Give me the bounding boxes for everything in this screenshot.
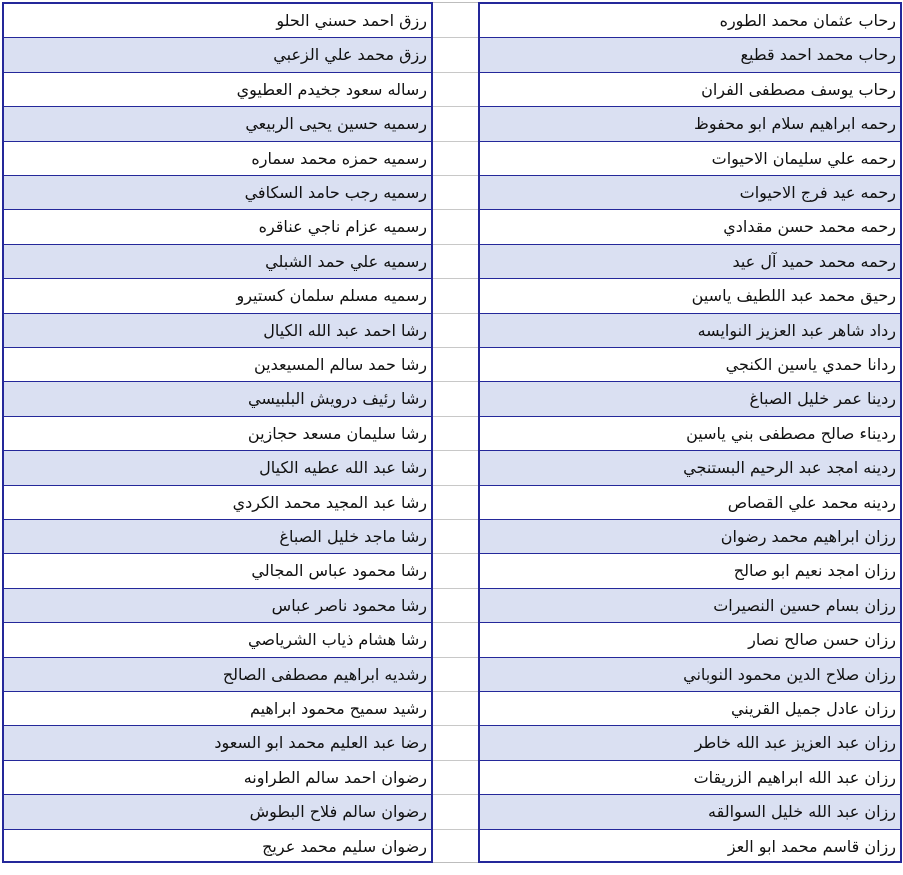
name-cell[interactable]: رحاب يوسف مصطفى الفران [480, 73, 900, 107]
gridline [433, 313, 478, 314]
name-cell[interactable]: رزان عبد العزيز عبد الله خاطر [480, 726, 900, 760]
name-cell[interactable]: رسميه علي حمد الشبلي [4, 245, 431, 279]
name-cell[interactable]: رحمه محمد حسن مقدادي [480, 210, 900, 244]
gridline [433, 691, 478, 692]
name-cell[interactable]: ردينه محمد علي القصاص [480, 486, 900, 520]
name-cell[interactable]: ردينا عمر خليل الصباغ [480, 382, 900, 416]
names-column-right [478, 2, 902, 863]
name-cell[interactable]: رحيق محمد عبد اللطيف ياسين [480, 279, 900, 313]
gridline [433, 725, 478, 726]
name-cell[interactable]: رداد شاهر عبد العزيز النوايسه [480, 314, 900, 348]
gridline [433, 622, 478, 623]
name-cell[interactable]: رشا ماجد خليل الصباغ [4, 520, 431, 554]
gridline [433, 37, 478, 38]
name-cell[interactable]: ردانا حمدي ياسين الكنجي [480, 348, 900, 382]
name-cell[interactable]: رزان صلاح الدين محمود النوباني [480, 658, 900, 692]
gridline [433, 485, 478, 486]
name-cell[interactable]: رديناء صالح مصطفى بني ياسين [480, 417, 900, 451]
name-cell[interactable]: رحمه محمد حميد آل عيد [480, 245, 900, 279]
name-cell[interactable]: رحمه ابراهيم سلام ابو محفوظ [480, 107, 900, 141]
name-cell[interactable]: رشا احمد عبد الله الكيال [4, 314, 431, 348]
gridline [433, 175, 478, 176]
gridline [433, 760, 478, 761]
name-cell[interactable]: رحمه علي سليمان الاحيوات [480, 142, 900, 176]
name-cell[interactable]: رشيد سميح محمود ابراهيم [4, 692, 431, 726]
name-cell[interactable]: رشا سليمان مسعد حجازين [4, 417, 431, 451]
gridline [433, 72, 478, 73]
gridline [433, 209, 478, 210]
gridline [433, 553, 478, 554]
gridline [433, 381, 478, 382]
name-cell[interactable]: رزان عادل جميل القريني [480, 692, 900, 726]
name-cell[interactable]: رزان عبد الله خليل السوالقه [480, 795, 900, 829]
name-cell[interactable]: رساله سعود جخيدم العطيوي [4, 73, 431, 107]
name-cell[interactable]: رسميه حسين يحيى الربيعي [4, 107, 431, 141]
name-cell[interactable]: رضوان سالم فلاح البطوش [4, 795, 431, 829]
gridline [433, 588, 478, 589]
gridline [433, 244, 478, 245]
name-cell[interactable]: رزان حسن صالح نصار [480, 623, 900, 657]
gridline [433, 347, 478, 348]
name-cell[interactable]: رشا عبد الله عطيه الكيال [4, 451, 431, 485]
name-cell[interactable]: رحاب عثمان محمد الطوره [480, 4, 900, 38]
name-cell[interactable]: رزق احمد حسني الحلو [4, 4, 431, 38]
name-cell[interactable]: رزان امجد نعيم ابو صالح [480, 554, 900, 588]
gridline [433, 519, 478, 520]
name-cell[interactable]: ردينه امجد عبد الرحيم البستنجي [480, 451, 900, 485]
name-cell[interactable]: رسميه عزام ناجي عناقره [4, 210, 431, 244]
name-cell[interactable]: رشا هشام ذياب الشرياصي [4, 623, 431, 657]
name-cell[interactable]: رزان ابراهيم محمد رضوان [480, 520, 900, 554]
name-cell[interactable]: رزق محمد علي الزعبي [4, 38, 431, 72]
gridline [433, 794, 478, 795]
gridline [433, 106, 478, 107]
gridline [433, 416, 478, 417]
name-cell[interactable]: رشا عبد المجيد محمد الكردي [4, 486, 431, 520]
name-cell[interactable]: رزان قاسم محمد ابو العز [727, 836, 896, 856]
gridline [433, 450, 478, 451]
name-cell[interactable]: رضا عبد العليم محمد ابو السعود [4, 726, 431, 760]
name-cell[interactable]: رشا محمود ناصر عباس [4, 589, 431, 623]
name-cell[interactable]: رشا حمد سالم المسيعدين [4, 348, 431, 382]
gridline [433, 141, 478, 142]
name-cell[interactable]: رحمه عيد فرج الاحيوات [480, 176, 900, 210]
name-cell[interactable]: رشديه ابراهيم مصطفى الصالح [4, 658, 431, 692]
name-cell[interactable]: رشا رئيف درويش البلبيسي [4, 382, 431, 416]
name-cell[interactable]: رزان عبد الله ابراهيم الزريقات [480, 761, 900, 795]
name-cell[interactable]: رشا محمود عباس المجالي [4, 554, 431, 588]
name-cell[interactable]: رسميه حمزه محمد سماره [4, 142, 431, 176]
names-column-left [2, 2, 433, 863]
name-cell[interactable]: رحاب محمد احمد قطيع [480, 38, 900, 72]
gridline [433, 278, 478, 279]
gridline [433, 829, 478, 830]
name-cell[interactable]: رضوان سليم محمد عريج [262, 836, 427, 856]
gridline [433, 657, 478, 658]
column-gap [433, 2, 478, 863]
name-cell[interactable]: رضوان احمد سالم الطراونه [4, 761, 431, 795]
name-cell[interactable]: رسميه رجب حامد السكافي [4, 176, 431, 210]
name-cell[interactable]: رزان بسام حسين النصيرات [480, 589, 900, 623]
name-cell[interactable]: رسميه مسلم سلمان كستيرو [4, 279, 431, 313]
